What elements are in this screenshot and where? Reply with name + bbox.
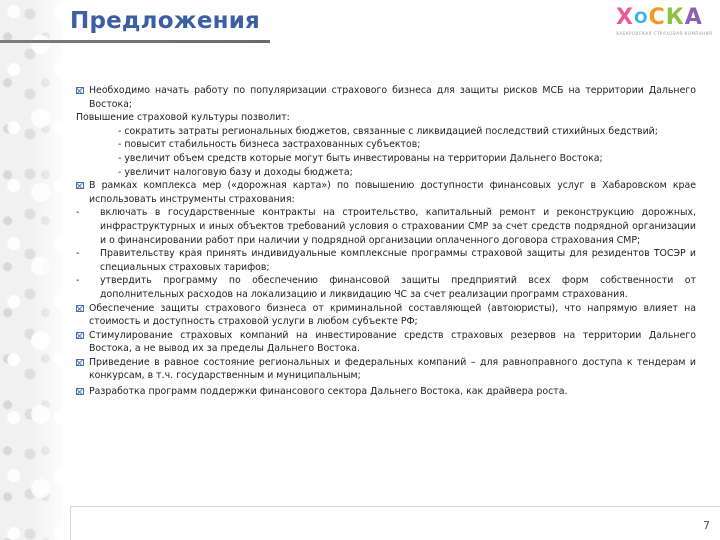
logo-letter-2: О <box>633 8 648 27</box>
bullet-item <box>76 329 696 356</box>
logo-letter-5: А <box>684 5 702 30</box>
checkbox-icon <box>76 305 84 312</box>
dash-mark: - <box>76 275 80 287</box>
company-logo <box>616 5 713 40</box>
sub-item: - увеличит объем средств которые могут быть инвестированы на территории Дальнего Востока; <box>118 152 603 164</box>
bullet-text: Обеспечение защиты страхового бизнеса от криминальной составляющей (автоюристы), что напрямую влияет на стоимость и доступность страховой услуги в любом субъекте РФ; <box>89 302 696 328</box>
checkbox-icon <box>76 332 84 339</box>
footer-divider <box>70 506 720 507</box>
page-title: Предложения <box>70 8 260 34</box>
sub-item: - повысит стабильность бизнеса застрахованных субъектов; <box>118 139 421 151</box>
bullet-text: Необходимо начать работу по популяризации страхового бизнеса для защиты рисков МСБ на территории Дальнего Востока; <box>89 85 696 110</box>
sub-item: - сократить затраты региональных бюджетов, связанные с ликвидацией последствий стихийных бедствий; <box>118 125 658 137</box>
logo-letter-1: Х <box>616 5 633 30</box>
dash-mark: - <box>76 248 80 260</box>
title-underline <box>0 40 270 43</box>
sub-item: - увеличит налоговую базу и доходы бюджета; <box>118 166 353 178</box>
dash-text: включать в государственные контракты на строительство, капитальный ремонт и реконструкцию дорожных, инфраструктурных и иных объектов требований условия о страховании СМР за счет средств подрядной организации и о финансировании работ при наличии у подрядной организации оплаченного договора страхования СМР; <box>100 207 696 246</box>
page-number: 7 <box>703 519 710 532</box>
logo-letter-3: С <box>648 5 665 30</box>
checkbox-icon <box>76 87 84 94</box>
bullet-text: Приведение в равное состояние региональных и федеральных компаний – для равноправного доступа к тендерам и конкурсам, в т.ч. государственным и муниципальным; <box>89 356 696 382</box>
dash-text: Правительству края принять индивидуальные комплексные программы страховой защиты для резидентов ТОСЭР и специальных страховых тарифов; <box>100 248 696 273</box>
dash-text: утвердить программу по обеспечению финансовой защиты предприятий всех форм собственности от дополнительных расходов на локализацию и ликвидацию ЧС за счет реализации программ страхования. <box>100 275 696 300</box>
bullet-text: Стимулирование страховых компаний на инвестирование средств страховых резервов на территории Дальнего Востока, а не вывод их за пределы Дальнего Востока. <box>89 329 696 355</box>
footer-divider-vertical <box>70 506 71 540</box>
dash-item <box>76 247 696 274</box>
bullet-item <box>76 84 696 111</box>
checkbox-icon <box>76 388 84 395</box>
dash-mark: - <box>76 207 80 219</box>
bullet-item <box>76 356 696 383</box>
dash-item <box>76 274 696 301</box>
logo-tagline: ХАБАРОВСКАЯ СТРАХОВАЯ КОМПАНИЯ <box>616 31 713 36</box>
bullet-item <box>76 302 696 329</box>
bullet-item <box>76 385 696 399</box>
bullet-text: В рамках комплекса мер («дорожная карта») по повышению доступности финансовых услуг в Хабаровском крае использовать инструменты страхования: <box>89 180 696 205</box>
dash-item <box>76 206 696 247</box>
logo-letter-4: К <box>665 5 684 30</box>
checkbox-icon <box>76 359 84 366</box>
checkbox-icon <box>76 182 84 189</box>
bullet-item <box>76 179 696 206</box>
bullet-text: Разработка программ поддержки финансового сектора Дальнего Востока, как драйвера роста. <box>89 386 568 398</box>
paragraph-text: Повышение страховой культуры позволит: <box>76 112 290 124</box>
slide-content <box>76 84 696 399</box>
logo-letters <box>616 5 702 30</box>
ornament-fade <box>30 0 70 540</box>
